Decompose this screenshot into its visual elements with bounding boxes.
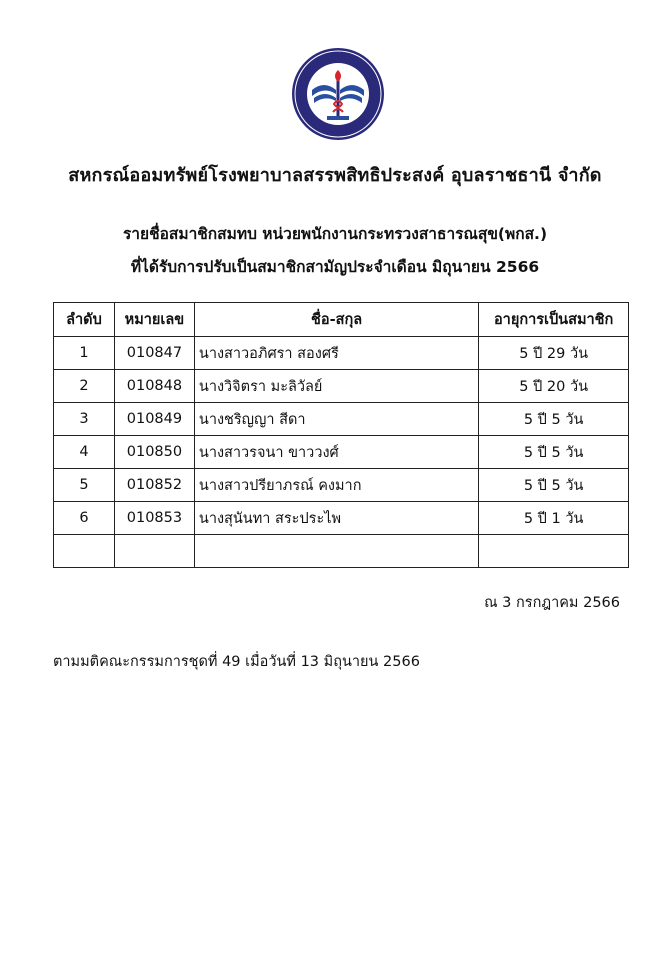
cell-member-id: 010850 xyxy=(114,436,194,469)
organization-name: สหกรณ์ออมทรัพย์โรงพยาบาลสรรพสิทธิประสงค์ อุบลราชธานี จำกัด xyxy=(68,165,602,186)
column-header-number: ลำดับ xyxy=(54,303,115,337)
cooperative-logo xyxy=(290,46,386,142)
cell-number: 6 xyxy=(54,502,115,535)
members-table xyxy=(53,302,629,568)
cell-number: 5 xyxy=(54,469,115,502)
table-header-row xyxy=(54,303,629,337)
cell-number: 3 xyxy=(54,403,115,436)
cell-number: 4 xyxy=(54,436,115,469)
cell-tenure: 5 ปี 1 วัน xyxy=(479,502,629,535)
table-row xyxy=(54,469,629,502)
cell-member-id xyxy=(114,535,194,568)
cell-name: นางชริญญา สีดา xyxy=(194,403,478,436)
list-title: รายชื่อสมาชิกสมทบ หน่วยพนักงานกระทรวงสาธารณสุข(พกส.) xyxy=(122,225,548,243)
cell-name: นางสาวอภิศรา สองศรี xyxy=(194,337,478,370)
cell-number: 1 xyxy=(54,337,115,370)
table-row xyxy=(54,502,629,535)
cell-member-id: 010848 xyxy=(114,370,194,403)
cell-name: นางสุนันทา สระประไพ xyxy=(194,502,478,535)
cell-number xyxy=(54,535,115,568)
table-row xyxy=(54,403,629,436)
column-header-name: ชื่อ-สกุล xyxy=(194,303,478,337)
cell-tenure: 5 ปี 20 วัน xyxy=(479,370,629,403)
cell-name: นางวิจิตรา มะลิวัลย์ xyxy=(194,370,478,403)
column-header-tenure: อายุการเป็นสมาชิก xyxy=(479,303,629,337)
cell-tenure xyxy=(479,535,629,568)
cell-member-id: 010853 xyxy=(114,502,194,535)
column-header-member-id: หมายเลข xyxy=(114,303,194,337)
table-row-empty xyxy=(54,535,629,568)
cell-number: 2 xyxy=(54,370,115,403)
resolution-note: ตามมติคณะกรรมการชุดที่ 49 เมื่อวันที่ 13 มิถุนายน 2566 xyxy=(53,654,420,670)
cell-member-id: 010847 xyxy=(114,337,194,370)
table-row xyxy=(54,337,629,370)
cell-tenure: 5 ปี 5 วัน xyxy=(479,469,629,502)
cell-name: นางสาวปรียาภรณ์ คงมาก xyxy=(194,469,478,502)
cell-tenure: 5 ปี 29 วัน xyxy=(479,337,629,370)
table-row xyxy=(54,370,629,403)
list-subtitle: ที่ได้รับการปรับเป็นสมาชิกสามัญประจำเดือน มิถุนายน 2566 xyxy=(130,258,540,276)
cell-member-id: 010849 xyxy=(114,403,194,436)
cell-tenure: 5 ปี 5 วัน xyxy=(479,436,629,469)
cell-member-id: 010852 xyxy=(114,469,194,502)
cell-name xyxy=(194,535,478,568)
as-of-date: ณ 3 กรกฎาคม 2566 xyxy=(484,595,620,611)
table-row xyxy=(54,436,629,469)
cell-tenure: 5 ปี 5 วัน xyxy=(479,403,629,436)
cell-name: นางสาวรจนา ขาววงศ์ xyxy=(194,436,478,469)
